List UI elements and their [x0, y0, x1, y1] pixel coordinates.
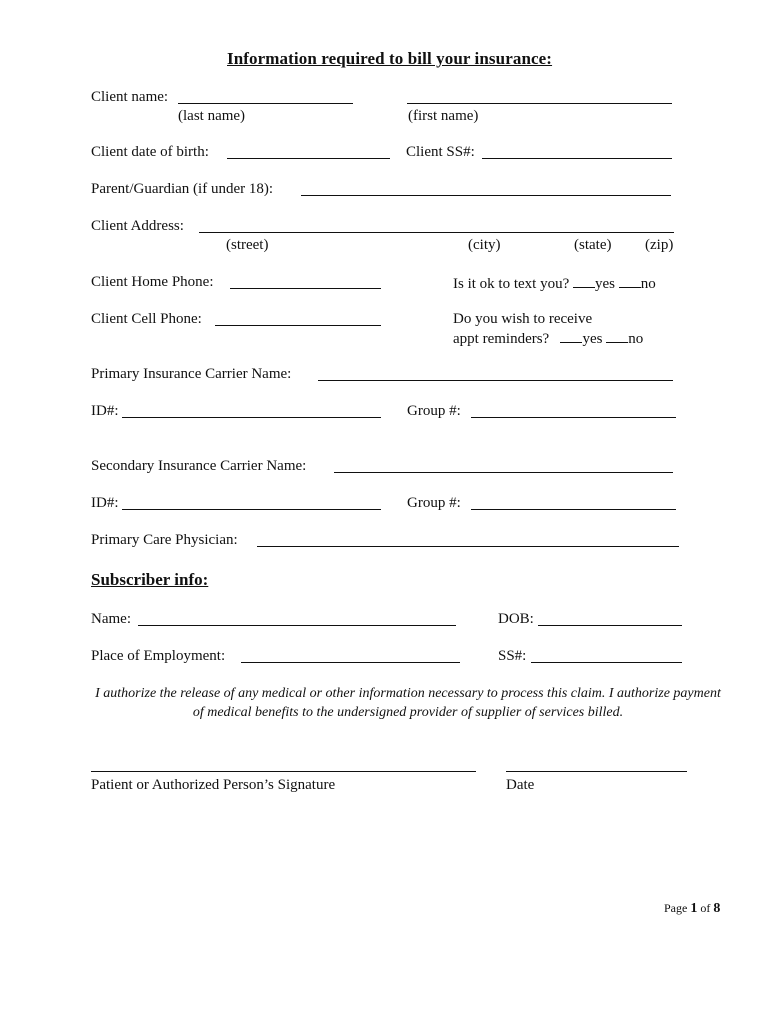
zip-caption: (zip) [645, 237, 674, 253]
street-caption: (street) [226, 237, 269, 253]
primary-insurance-label: Primary Insurance Carrier Name: [91, 366, 292, 382]
cell-phone-label: Client Cell Phone: [91, 311, 202, 327]
primary-group-label: Group #: [407, 403, 461, 419]
primary-id-field[interactable] [122, 417, 381, 418]
primary-id-label: ID#: [91, 403, 119, 419]
client-ssn-field[interactable] [482, 158, 672, 159]
text-yes-blank[interactable] [573, 273, 595, 288]
subscriber-ssn-label: SS#: [498, 648, 527, 664]
client-dob-field[interactable] [227, 158, 390, 159]
text-permission-question: Is it ok to text you? yes no [453, 273, 656, 293]
reminder-question-line2: appt reminders? yes no [453, 328, 643, 348]
state-caption: (state) [574, 237, 612, 253]
pcp-label: Primary Care Physician: [91, 532, 238, 548]
page-title: Information required to bill your insurance: [227, 49, 553, 68]
signature-line[interactable] [91, 771, 476, 772]
guardian-field[interactable] [301, 195, 671, 196]
home-phone-label: Client Home Phone: [91, 274, 214, 290]
authorization-statement: I authorize the release of any medical or other information necessary to process this claim. I authorize payment of medical benefits to the undersigned provider of supplier of services billed. [95, 686, 721, 720]
reminder-question-line1: Do you wish to receive [453, 311, 593, 327]
reminder-yes-blank[interactable] [560, 328, 582, 343]
reminder-no-blank[interactable] [606, 328, 628, 343]
home-phone-field[interactable] [230, 288, 381, 289]
client-address-label: Client Address: [91, 218, 184, 234]
secondary-id-field[interactable] [122, 509, 381, 510]
client-address-field[interactable] [199, 232, 674, 233]
client-name-label: Client name: [91, 89, 169, 105]
subscriber-ssn-field[interactable] [531, 662, 682, 663]
secondary-id-label: ID#: [91, 495, 119, 511]
secondary-group-field[interactable] [471, 509, 676, 510]
subscriber-name-label: Name: [91, 611, 131, 627]
primary-insurance-field[interactable] [318, 380, 673, 381]
employment-label: Place of Employment: [91, 648, 226, 664]
secondary-insurance-label: Secondary Insurance Carrier Name: [91, 458, 307, 474]
subscriber-dob-label: DOB: [498, 611, 534, 627]
date-caption: Date [506, 777, 535, 793]
last-name-caption: (last name) [178, 108, 246, 124]
client-dob-label: Client date of birth: [91, 144, 209, 160]
subscriber-dob-field[interactable] [538, 625, 682, 626]
employment-field[interactable] [241, 662, 460, 663]
secondary-insurance-field[interactable] [334, 472, 673, 473]
subscriber-heading: Subscriber info: [91, 570, 209, 589]
date-line[interactable] [506, 771, 687, 772]
pcp-field[interactable] [257, 546, 679, 547]
secondary-group-label: Group #: [407, 495, 461, 511]
city-caption: (city) [468, 237, 501, 253]
guardian-label: Parent/Guardian (if under 18): [91, 181, 274, 197]
client-first-name-field[interactable] [407, 103, 672, 104]
text-no-blank[interactable] [619, 273, 641, 288]
first-name-caption: (first name) [408, 108, 479, 124]
client-ssn-label: Client SS#: [406, 144, 475, 160]
signature-caption: Patient or Authorized Person’s Signature [91, 777, 336, 793]
cell-phone-field[interactable] [215, 325, 381, 326]
primary-group-field[interactable] [471, 417, 676, 418]
client-last-name-field[interactable] [178, 103, 353, 104]
page-number: Page 1 of 8 [664, 901, 721, 916]
subscriber-name-field[interactable] [138, 625, 456, 626]
